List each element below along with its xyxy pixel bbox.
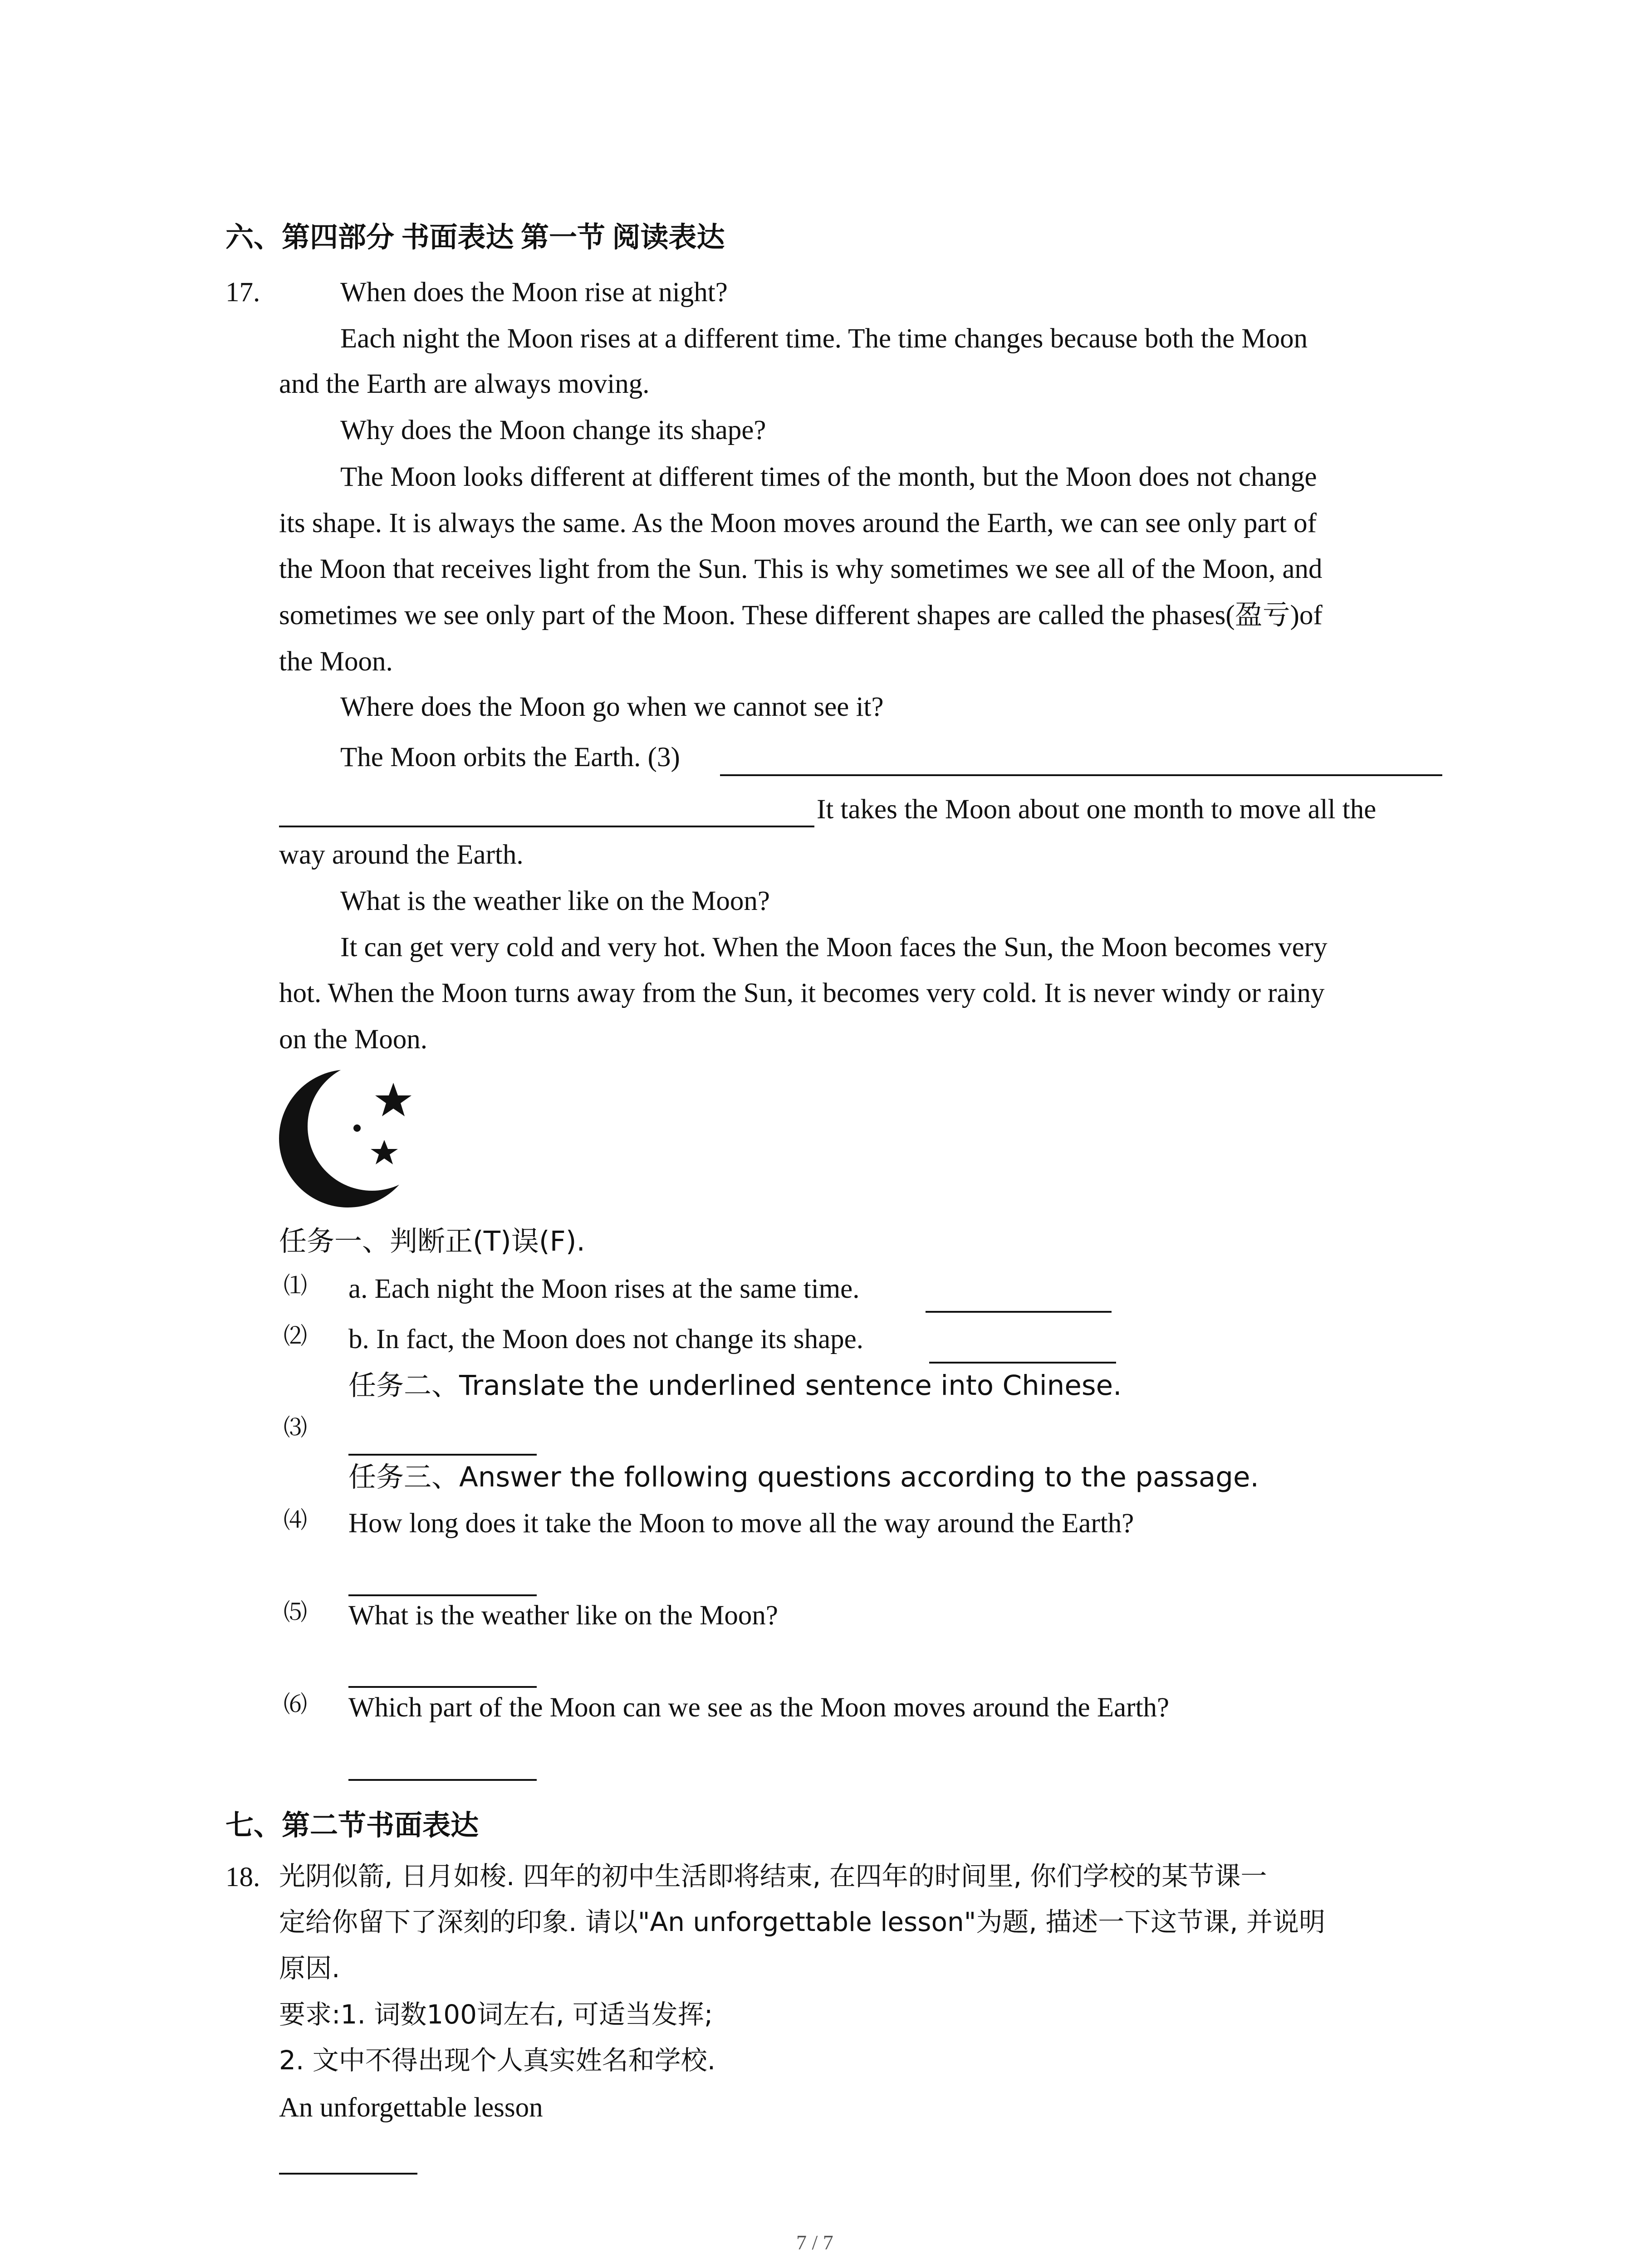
task-2-label: 任务二、Translate the underlined sentence into Chinese. <box>348 1369 1122 1402</box>
item-4-number: ⑷ <box>284 1508 308 1534</box>
answer-blank-2[interactable] <box>929 1362 1116 1364</box>
section-6-heading: 六、第四部分 书面表达 第一节 阅读表达 <box>225 222 725 253</box>
passage-line: It takes the Moon about one month to move all the <box>817 794 1376 825</box>
passage-line: the Moon that receives light from the Sun. This is why sometimes we see all of the Moon, and <box>279 554 1323 584</box>
answer-blank-6[interactable] <box>348 1779 537 1781</box>
essay-title: An unforgettable lesson <box>279 2092 543 2123</box>
item-6-text: Which part of the Moon can we see as the Moon moves around the Earth? <box>348 1692 1170 1723</box>
item-1-number: ⑴ <box>284 1273 308 1299</box>
question-18-line: 定给你留下了深刻的印象. 请以"An unforgettable lesson"为题, 描述一下这节课, 并说明 <box>279 1906 1326 1937</box>
passage-line: the Moon. <box>279 646 393 677</box>
passage-line: on the Moon. <box>279 1024 428 1055</box>
item-2-number: ⑵ <box>284 1324 308 1349</box>
question-18-number: 18. <box>225 1862 260 1892</box>
essay-answer-blank[interactable] <box>279 2173 417 2175</box>
passage-line: way around the Earth. <box>279 840 524 870</box>
answer-blank-5[interactable] <box>348 1686 537 1688</box>
item-3-number: ⑶ <box>284 1415 308 1441</box>
item-1-text: a. Each night the Moon rises at the same time. <box>348 1274 860 1304</box>
item-5-text: What is the weather like on the Moon? <box>348 1600 778 1631</box>
section-7-heading: 七、第二节书面表达 <box>225 1810 479 1841</box>
passage-line: Each night the Moon rises at a different time. The time changes because both the Moon <box>340 323 1308 354</box>
passage-line: It can get very cold and very hot. When the Moon faces the Sun, the Moon becomes very <box>340 932 1327 963</box>
requirement-1: 要求:1. 词数100词左右, 可适当发挥; <box>279 1999 713 2030</box>
task-3-label: 任务三、Answer the following questions according to the passage. <box>348 1461 1259 1493</box>
answer-blank-1[interactable] <box>926 1311 1112 1313</box>
answer-blank-3b[interactable] <box>279 826 814 827</box>
answer-blank-translation[interactable] <box>348 1454 537 1456</box>
item-4-text: How long does it take the Moon to move all the way around the Earth? <box>348 1508 1134 1539</box>
item-2-text: b. In fact, the Moon does not change its shape. <box>348 1324 863 1354</box>
passage-line: its shape. It is always the same. As the Moon moves around the Earth, we can see only part of <box>279 508 1317 538</box>
passage-line: and the Earth are always moving. <box>279 369 650 399</box>
question-17-number: 17. <box>225 277 260 308</box>
page-number: 7 / 7 <box>796 2231 833 2254</box>
task-1-label: 任务一、判断正(T)误(F). <box>279 1225 585 1257</box>
answer-blank-4[interactable] <box>348 1594 537 1596</box>
passage-line: The Moon orbits the Earth. (3) <box>340 742 680 772</box>
passage-question-1: When does the Moon rise at night? <box>340 277 728 308</box>
item-5-number: ⑸ <box>284 1600 308 1626</box>
passage-line: The Moon looks different at different times of the month, but the Moon does not change <box>340 462 1317 492</box>
answer-blank-3a[interactable] <box>720 774 1442 776</box>
passage-line: sometimes we see only part of the Moon. These different shapes are called the phases(盈亏)of <box>279 600 1323 631</box>
passage-question-4: What is the weather like on the Moon? <box>340 886 770 916</box>
question-18-line: 原因. <box>279 1953 340 1984</box>
passage-question-3: Where does the Moon go when we cannot see it? <box>340 692 884 722</box>
question-18-line: 光阴似箭, 日月如梭. 四年的初中生活即将结束, 在四年的时间里, 你们学校的某节课一 <box>279 1861 1267 1892</box>
requirement-2: 2. 文中不得出现个人真实姓名和学校. <box>279 2045 716 2076</box>
item-6-number: ⑹ <box>284 1692 308 1718</box>
crescent-moon-stars-icon <box>279 1064 415 1213</box>
passage-question-2: Why does the Moon change its shape? <box>340 415 766 445</box>
passage-line: hot. When the Moon turns away from the Sun, it becomes very cold. It is never windy or rainy <box>279 978 1325 1008</box>
